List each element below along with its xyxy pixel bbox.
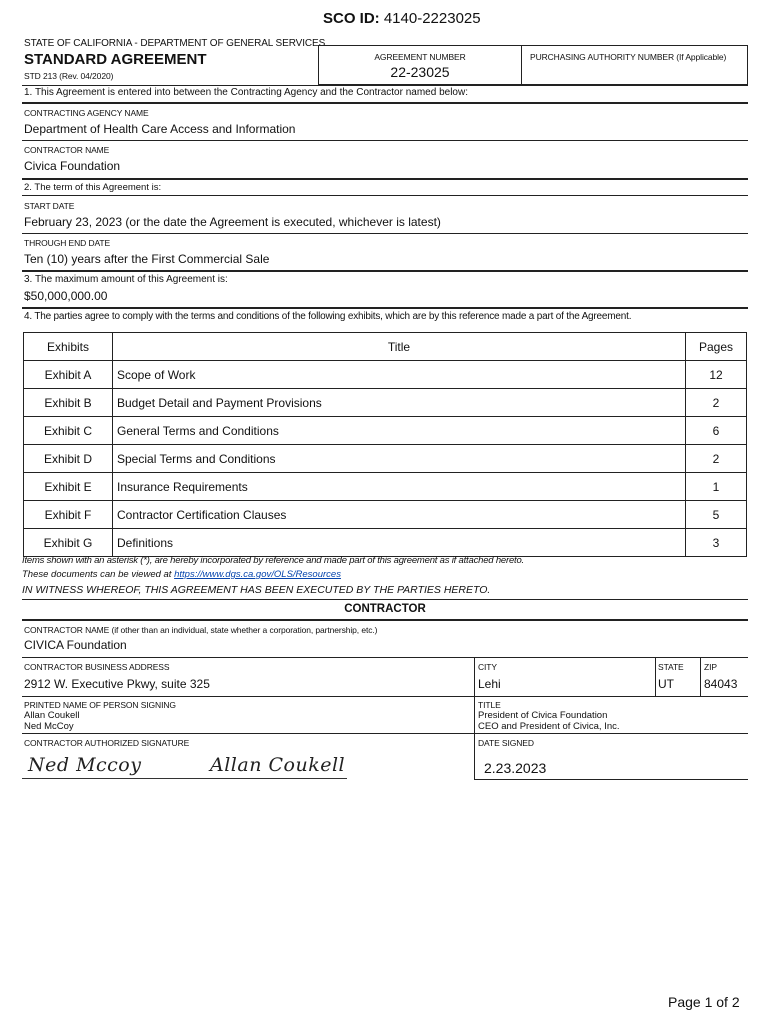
- max-amount: $50,000,000.00: [24, 289, 108, 303]
- printed-name-1: Allan Coukell: [24, 710, 80, 721]
- state: UT: [658, 677, 674, 691]
- sco-id-value: 4140-2223025: [383, 10, 481, 27]
- asterisk-note: Items shown with an asterisk (*), are hereby incorporated by reference and made part of this agreement as if attached hereto.: [22, 555, 524, 566]
- table-row: [24, 529, 747, 557]
- state-label: STATE: [658, 662, 684, 672]
- zip: 84043: [704, 677, 738, 691]
- witness-statement: IN WITNESS WHEREOF, THIS AGREEMENT HAS BEEN EXECUTED BY THE PARTIES HERETO.: [22, 584, 491, 596]
- agreement-number-label: AGREEMENT NUMBER: [374, 52, 466, 62]
- signature-allan-coukell: Allan Coukell: [210, 754, 346, 776]
- agency-name: Department of Health Care Access and Information: [24, 122, 296, 136]
- col-header-exhibits: Exhibits: [24, 333, 113, 361]
- table-row: [24, 445, 747, 473]
- exhibit-title: Scope of Work: [113, 361, 686, 389]
- exhibit-id: Exhibit G: [24, 529, 113, 557]
- exhibit-pages: 2: [686, 445, 747, 473]
- section-3-text: 3. The maximum amount of this Agreement is:: [24, 274, 228, 285]
- date-signed: 2.23.2023: [484, 760, 547, 776]
- agreement-number: 22-23025: [390, 64, 450, 80]
- city-label: CITY: [478, 662, 497, 672]
- resources-prefix: These documents can be viewed at: [22, 569, 175, 580]
- form-number: STD 213 (Rev. 04/2020): [24, 71, 114, 81]
- exhibit-pages: 12: [686, 361, 747, 389]
- exhibit-title: Insurance Requirements: [113, 473, 686, 501]
- contractor-heading: CONTRACTOR: [344, 603, 426, 615]
- exhibit-id: Exhibit C: [24, 417, 113, 445]
- contractor-name-type-label: CONTRACTOR NAME (if other than an individual, state whether a corporation, partnership, etc.): [24, 625, 378, 635]
- exhibit-pages: 6: [686, 417, 747, 445]
- end-date-label: THROUGH END DATE: [24, 238, 111, 248]
- signature-label: CONTRACTOR AUTHORIZED SIGNATURE: [24, 738, 190, 748]
- exhibit-title: Definitions: [113, 529, 686, 557]
- section-1-text: 1. This Agreement is entered into between the Contracting Agency and the Contractor named below:: [24, 87, 468, 98]
- section-2-text: 2. The term of this Agreement is:: [24, 182, 162, 193]
- exhibit-id: Exhibit F: [24, 501, 113, 529]
- agency-name-label: CONTRACTING AGENCY NAME: [24, 108, 149, 118]
- contractor-legal-name: CIVICA Foundation: [24, 638, 127, 652]
- table-row: [24, 417, 747, 445]
- exhibit-id: Exhibit E: [24, 473, 113, 501]
- date-signed-label: DATE SIGNED: [478, 738, 534, 748]
- exhibit-title: Special Terms and Conditions: [113, 445, 686, 473]
- section-4-text: 4. The parties agree to comply with the terms and conditions of the following exhibits, which are by this reference made a part of the Agreement.: [24, 311, 632, 322]
- business-address-label: CONTRACTOR BUSINESS ADDRESS: [24, 662, 170, 672]
- sco-id: [323, 10, 481, 27]
- table-row: [24, 501, 747, 529]
- table-header-row: [24, 333, 747, 361]
- resources-note: [22, 569, 341, 580]
- page-number: Page 1 of 2: [668, 994, 740, 1010]
- exhibit-pages: 3: [686, 529, 747, 557]
- contractor-name: Civica Foundation: [24, 159, 121, 173]
- exhibit-id: Exhibit B: [24, 389, 113, 417]
- exhibit-id: Exhibit A: [24, 361, 113, 389]
- sco-id-label: SCO ID:: [323, 10, 380, 27]
- zip-label: ZIP: [704, 662, 717, 672]
- signature-ned-mccoy: Ned Mccoy: [28, 754, 142, 776]
- table-row: [24, 361, 747, 389]
- start-date: February 23, 2023 (or the date the Agreement is executed, whichever is latest): [24, 215, 441, 229]
- signature-underline: [22, 778, 347, 779]
- title-label: TITLE: [478, 700, 501, 710]
- exhibit-pages: 1: [686, 473, 747, 501]
- exhibit-title: Budget Detail and Payment Provisions: [113, 389, 686, 417]
- resources-link[interactable]: https://www.dgs.ca.gov/OLS/Resources: [174, 569, 341, 580]
- title-2: CEO and President of Civica, Inc.: [478, 721, 620, 732]
- exhibits-table: [23, 332, 747, 557]
- start-date-label: START DATE: [24, 201, 75, 211]
- business-address: 2912 W. Executive Pkwy, suite 325: [24, 677, 210, 691]
- printed-name-label: PRINTED NAME OF PERSON SIGNING: [24, 700, 176, 710]
- exhibit-pages: 2: [686, 389, 747, 417]
- printed-name-2: Ned McCoy: [24, 721, 74, 732]
- purchasing-authority-label: PURCHASING AUTHORITY NUMBER (If Applicable): [530, 52, 727, 62]
- city: Lehi: [478, 677, 501, 691]
- exhibit-title: General Terms and Conditions: [113, 417, 686, 445]
- department-line: STATE OF CALIFORNIA - DEPARTMENT OF GENERAL SERVICES: [24, 38, 326, 49]
- col-header-title: Title: [113, 333, 686, 361]
- col-header-pages: Pages: [686, 333, 747, 361]
- table-row: [24, 473, 747, 501]
- exhibit-pages: 5: [686, 501, 747, 529]
- contractor-name-label: CONTRACTOR NAME: [24, 145, 110, 155]
- form-title: STANDARD AGREEMENT: [24, 51, 207, 68]
- title-1: President of Civica Foundation: [478, 710, 608, 721]
- table-row: [24, 389, 747, 417]
- purchasing-authority-box: [520, 45, 748, 85]
- exhibit-title: Contractor Certification Clauses: [113, 501, 686, 529]
- exhibit-id: Exhibit D: [24, 445, 113, 473]
- end-date: Ten (10) years after the First Commercial Sale: [24, 252, 270, 266]
